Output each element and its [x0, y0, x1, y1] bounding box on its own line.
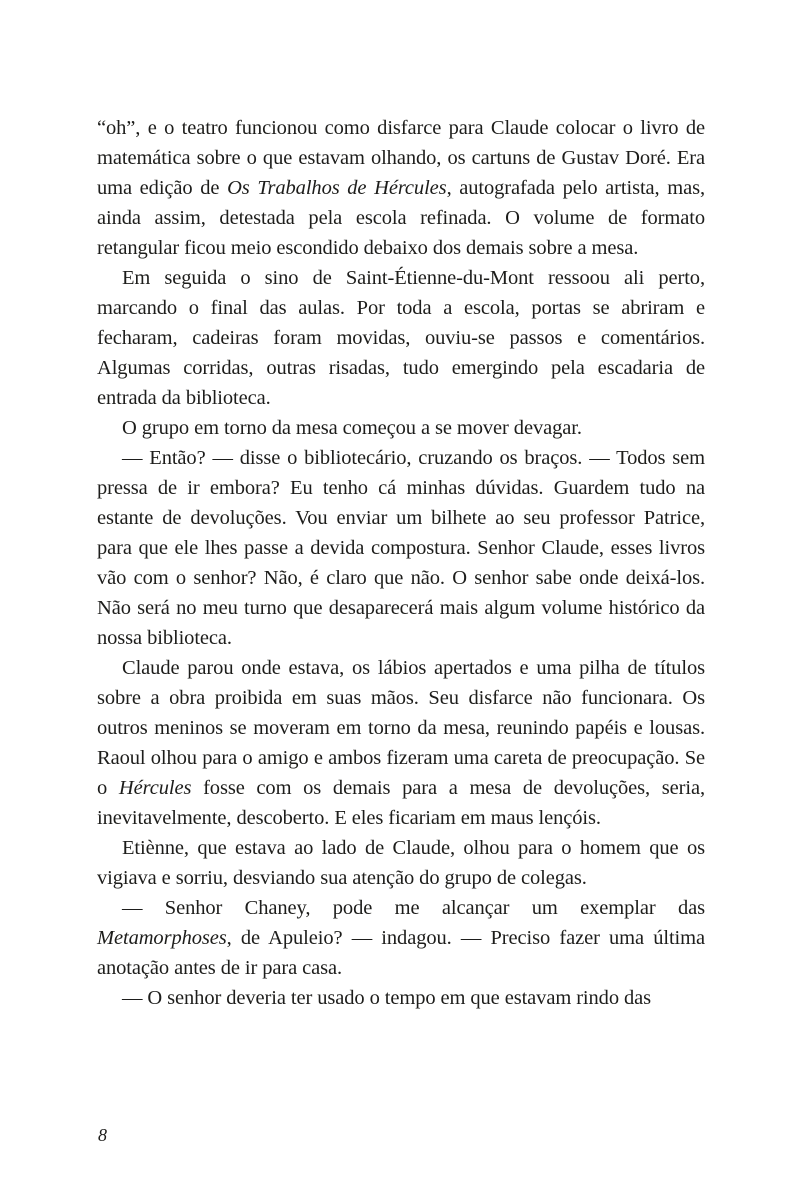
paragraph-1 — [97, 113, 705, 263]
book-title-italic: Metamorphoses — [97, 927, 227, 949]
text-run: fosse com os demais para a mesa de devoluções, seria, inevitavelmente, descoberto. E eles ficariam em maus lençóis. — [97, 777, 705, 829]
text-run: “oh”, e o teatro funcionou como disfarce para Claude colocar o livro de matemática sobre o que estavam olhando, os cartuns de Gustav Doré. Era uma edição de — [97, 117, 705, 199]
book-title-italic: Hércules — [118, 777, 192, 799]
text-run: Claude parou onde estava, os lábios apertados e uma pilha de títulos sobre a obra proibida em suas mãos. Seu disfarce não funcionara. Os outros meninos se moveram em torno da mesa, reunindo papéis e lousas. Raoul olhou para o amigo e ambos fizeram uma careta de preocupação. Se o — [97, 657, 705, 799]
page-text-block — [97, 113, 705, 1013]
paragraph-5 — [97, 653, 705, 833]
paragraph-8: — O senhor deveria ter usado o tempo em que estavam rindo das — [122, 987, 652, 1009]
paragraph-6: Etiènne, que estava ao lado de Claude, olhou para o homem que os vigiava e sorriu, desviando sua atenção do grupo de colegas. — [97, 837, 705, 889]
text-run: — Senhor Chaney, pode me alcançar um exemplar das — [122, 897, 705, 919]
paragraph-3: O grupo em torno da mesa começou a se mover devagar. — [122, 417, 582, 439]
text-run: , de Apuleio? — indagou. — Preciso fazer uma última anotação antes de ir para casa. — [97, 927, 705, 979]
paragraph-4: — Então? — disse o bibliotecário, cruzando os braços. — Todos sem pressa de ir embora? Eu tenho cá minhas dúvidas. Guardem tudo na estante de devoluções. Vou enviar um bilhete ao seu professor Patrice, para que ele lhes passe a devida compostura. Senhor Claude, esses livros vão com o senhor? Não, é claro que não. O senhor sabe onde deixá-los. Não será no meu turno que desaparecerá mais algum volume histórico da nossa biblioteca. — [97, 447, 705, 649]
text-run: , autografada pelo artista, mas, ainda assim, detestada pela escola refinada. O volume de formato retangular ficou meio escondido debaixo dos demais sobre a mesa. — [97, 177, 705, 259]
paragraph-7 — [97, 893, 705, 983]
book-title-italic: Os Trabalhos de Hércules — [227, 177, 447, 199]
paragraph-2: Em seguida o sino de Saint-Étienne-du-Mont ressoou ali perto, marcando o final das aulas. Por toda a escola, portas se abriram e fecharam, cadeiras foram movidas, ouviu-se passos e comentários. Algumas corridas, outras risadas, tudo emergindo pela escadaria de entrada da biblioteca. — [97, 267, 705, 409]
page-number: 8 — [98, 1125, 107, 1145]
